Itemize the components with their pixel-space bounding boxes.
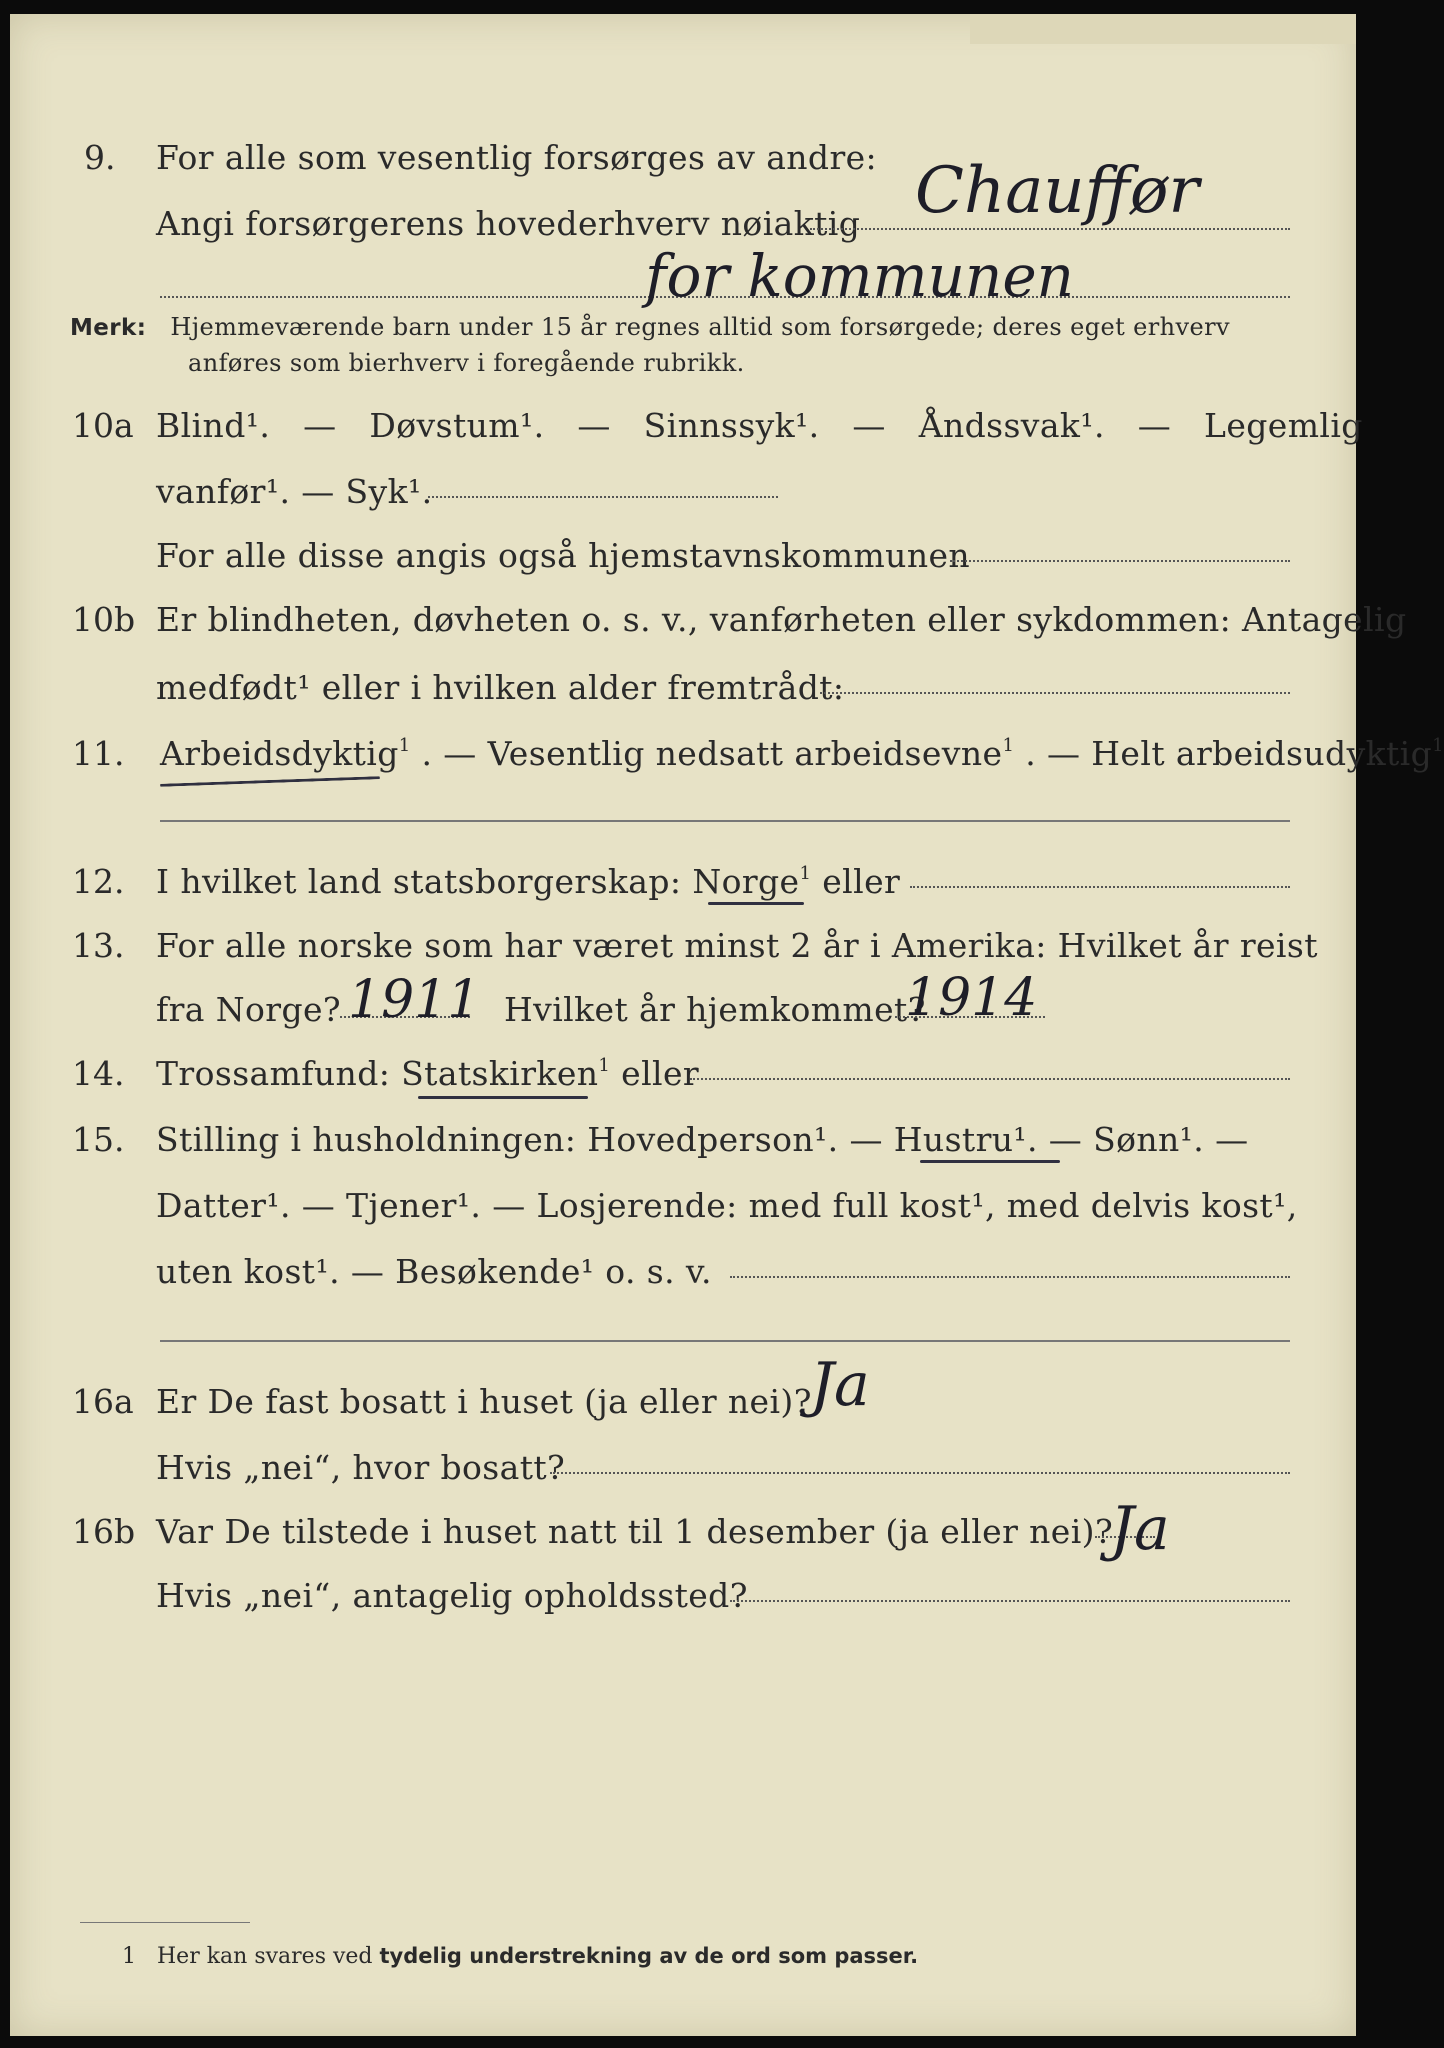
q14-option-statskirken[interactable]: Statskirken <box>401 1054 599 1093</box>
q13-number: 13. <box>72 926 125 965</box>
merk-note <box>70 312 1230 343</box>
footnote <box>122 1944 918 1969</box>
q9-line2: Angi forsørgerens hovederhverv nøiaktig <box>156 204 861 243</box>
merk-label: Merk: <box>70 315 147 341</box>
q13-answer-returned: 1914 <box>905 968 1038 1028</box>
q14-sup: 1 <box>598 1055 611 1076</box>
q11-option-arbeidsdyktig[interactable]: Arbeidsdyktig <box>160 734 399 773</box>
q9-answer-occupation: Chauffør <box>915 154 1200 228</box>
footnote-text: Her kan svares ved <box>157 1944 373 1969</box>
q10a-line2: vanfør¹. — Syk¹. <box>156 472 433 511</box>
q16b-answer: Ja <box>1110 1494 1170 1564</box>
q14-prefix: Trossamfund: <box>156 1054 391 1093</box>
q10b-line2: medfødt¹ eller i hvilken alder fremtrådt: <box>156 668 845 707</box>
q15-number: 15. <box>72 1120 125 1159</box>
q15-line2: Datter¹. — Tjener¹. — Losjerende: med full kost¹, med delvis kost¹, <box>156 1186 1298 1225</box>
q10a-kommune-line[interactable] <box>950 560 1290 562</box>
q14-number: 14. <box>72 1054 125 1093</box>
q15-answer-line[interactable] <box>730 1276 1290 1278</box>
q16a-number: 16a <box>72 1382 134 1421</box>
q10b-answer-line[interactable] <box>820 692 1290 694</box>
q16b-number: 16b <box>72 1512 136 1551</box>
q10b-number: 10b <box>72 600 136 639</box>
q14-underline-mark <box>418 1096 588 1099</box>
footnote-rule <box>80 1922 250 1923</box>
q13-line1: For alle norske som har været minst 2 år i Amerika: Hvilket år reist <box>156 926 1318 965</box>
q12-answer-line[interactable] <box>910 886 1290 888</box>
q16a-answer-line[interactable] <box>550 1472 1290 1474</box>
q11-underline-mark <box>160 776 380 787</box>
q9-line1: For alle som vesentlig forsørges av andre: <box>156 138 878 177</box>
paper-tab <box>970 14 1356 44</box>
q14-line1 <box>156 1054 699 1094</box>
q15-line1: Stilling i husholdningen: Hovedperson¹. — Hustru¹. — Sønn¹. — <box>156 1120 1249 1159</box>
q11-sup3: 1 <box>1432 735 1444 756</box>
q13-line2a: fra Norge? <box>156 990 342 1029</box>
q12-sup: 1 <box>799 863 812 884</box>
q12-underline-mark <box>708 902 804 905</box>
q15-underline-mark <box>920 1160 1060 1163</box>
q11-line1 <box>160 734 1444 774</box>
q16b-line1: Var De tilstede i huset natt til 1 desember (ja eller nei)? <box>156 1512 1114 1551</box>
merk-line1: Hjemmeværende barn under 15 år regnes alltid som forsørgede; deres eget erhverv <box>170 313 1230 341</box>
q11-option-nedsatt[interactable]: . — Vesentlig nedsatt arbeidsevne <box>421 734 1003 773</box>
q9-number: 9. <box>84 138 116 177</box>
q11-sup2: 1 <box>1002 735 1015 756</box>
q13-answer-emigrated: 1911 <box>348 970 481 1030</box>
q14-answer-line[interactable] <box>690 1078 1290 1080</box>
q11-option-udyktig[interactable]: . — Helt arbeidsudyktig <box>1025 734 1433 773</box>
q14-suffix: eller <box>621 1054 700 1093</box>
q13-line2b: Hvilket år hjemkommet? <box>504 990 926 1029</box>
q15-line3: uten kost¹. — Besøkende¹ o. s. v. <box>156 1252 712 1291</box>
q15-answer-line-2[interactable] <box>160 1340 1290 1342</box>
form-page <box>10 14 1444 2036</box>
q16b-line2: Hvis „nei“, antagelig opholdssted? <box>156 1576 748 1615</box>
q16b-place-line[interactable] <box>730 1600 1290 1602</box>
q10a-line3: For alle disse angis også hjemstavnskommunen <box>156 536 971 575</box>
q10b-line1: Er blindheten, døvheten o. s. v., vanførheten eller sykdommen: Antagelig <box>156 600 1407 639</box>
q12-suffix: eller <box>822 862 901 901</box>
q10a-number: 10a <box>72 406 134 445</box>
merk-line2: anføres som bierhverv i foregående rubrikk. <box>188 349 745 377</box>
q9-answer-line[interactable] <box>810 228 1290 230</box>
q10a-line1: Blind¹. — Døvstum¹. — Sinnssyk¹. — Åndssvak¹. — Legemlig <box>156 406 1363 445</box>
q12-line1 <box>156 862 900 902</box>
q11-number: 11. <box>72 734 125 773</box>
q9-answer-employer: for kommunen <box>645 242 1074 310</box>
q12-option-norge[interactable]: Norge <box>692 862 800 901</box>
q16a-answer: Ja <box>810 1350 870 1420</box>
q11-sup1: 1 <box>398 735 411 756</box>
q12-number: 12. <box>72 862 125 901</box>
q11-answer-line[interactable] <box>160 820 1290 822</box>
q10a-answer-line[interactable] <box>428 496 778 498</box>
q16a-line1: Er De fast bosatt i huset (ja eller nei)? <box>156 1382 812 1421</box>
q12-prefix: I hvilket land statsborgerskap: <box>156 862 682 901</box>
footnote-marker: 1 <box>122 1944 136 1969</box>
q16a-line2: Hvis „nei“, hvor bosatt? <box>156 1448 566 1487</box>
footnote-text-bold: tydelig understrekning av de ord som passer. <box>379 1944 919 1968</box>
